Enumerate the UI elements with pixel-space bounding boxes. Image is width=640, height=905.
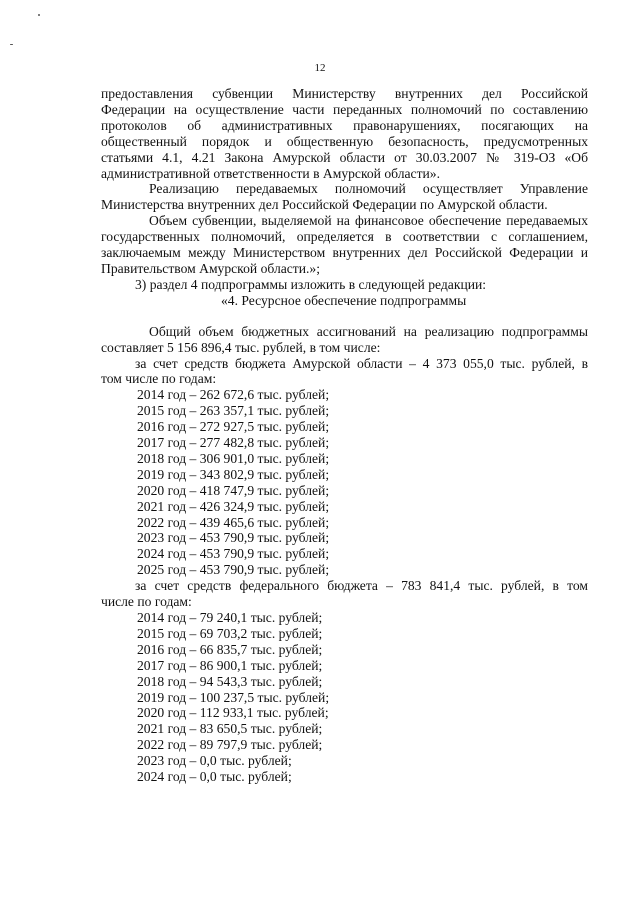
federal-year-line: 2017 год – 86 900,1 тыс. рублей; <box>137 657 323 673</box>
federal-year-line: 2014 год – 79 240,1 тыс. рублей; <box>137 610 323 625</box>
scan-speck <box>38 14 40 16</box>
regional-year-line: 2018 год – 306 901,0 тыс. рублей; <box>137 450 330 466</box>
regional-year-line: 2022 год – 439 465,6 тыс. рублей; <box>137 514 330 530</box>
regional-year-line: 2021 год – 426 324,9 тыс. рублей; <box>137 498 330 514</box>
regional-year-line: 2019 год – 343 802,9 тыс. рублей; <box>137 466 330 482</box>
regional-year-line: 2014 год – 262 672,6 тыс. рублей; <box>137 387 330 403</box>
federal-year-line: 2024 год – 0,0 тыс. рублей; <box>137 769 292 785</box>
federal-year-line: 2016 год – 66 835,7 тыс. рублей; <box>137 641 323 657</box>
federal-year-line: 2022 год – 89 797,9 тыс. рублей; <box>137 737 323 753</box>
federal-year-line: 2018 год – 94 543,3 тыс. рублей; <box>137 673 323 689</box>
regional-year-line: 2016 год – 272 927,5 тыс. рублей; <box>137 419 330 435</box>
regional-year-line: 2024 год – 453 790,9 тыс. рублей; <box>137 546 330 562</box>
spacer <box>101 309 588 324</box>
text-line: за счет средств федерального бюджета – 783 841,4 тыс. рублей, в том <box>135 578 588 594</box>
text-line: составляет 5 156 896,4 тыс. рублей, в том числе: <box>101 339 381 355</box>
page-number: 12 <box>314 62 326 74</box>
text-line: Реализацию передаваемых полномочий осуществляет Управление <box>149 181 588 197</box>
federal-year-line: 2019 год – 100 237,5 тыс. рублей; <box>137 689 330 705</box>
text-line: Федерации на осуществление части переданных полномочий по составлению <box>101 101 588 117</box>
federal-year-line: 2021 год – 83 650,5 тыс. рублей; <box>137 721 323 737</box>
text-line: Общий объем бюджетных ассигнований на реализацию подпрограммы <box>149 323 588 339</box>
regional-year-line: 2025 год – 453 790,9 тыс. рублей; <box>137 562 330 578</box>
section-heading: «4. Ресурсное обеспечение подпрограммы <box>221 292 467 308</box>
text-line: том числе по годам: <box>101 371 217 387</box>
regional-year-line: 2020 год – 418 747,9 тыс. рублей; <box>137 482 330 498</box>
text-line: заключаемым между Министерством внутренних дел Российской Федерации и <box>101 245 588 261</box>
federal-year-line: 2015 год – 69 703,2 тыс. рублей; <box>137 625 323 641</box>
list-item-line: 3) раздел 4 подпрограммы изложить в следующей редакции: <box>135 276 487 292</box>
text-line: государственных полномочий, определяется в соответствии с соглашением, <box>101 229 588 245</box>
regional-year-line: 2023 год – 453 790,9 тыс. рублей; <box>137 530 330 546</box>
text-line: Объем субвенции, выделяемой на финансовое обеспечение передаваемых <box>149 213 588 229</box>
federal-year-line: 2023 год – 0,0 тыс. рублей; <box>137 753 292 769</box>
text-line: общественный порядок и общественную безопасность, предусмотренных <box>101 133 588 149</box>
document-body <box>101 86 588 785</box>
text-line: административной ответственности в Амурской области». <box>101 165 440 181</box>
scan-speck <box>10 44 13 45</box>
text-line: предоставления субвенции Министерству внутренних дел Российской <box>101 86 588 101</box>
text-line: протоколов об административных правонарушениях, посягающих на <box>101 117 588 133</box>
text-line: статьями 4.1, 4.21 Закона Амурской области от 30.03.2007 № 319-ОЗ «Об <box>101 149 588 165</box>
federal-year-line: 2020 год – 112 933,1 тыс. рублей; <box>137 705 329 721</box>
text-line: числе по годам: <box>101 594 192 610</box>
regional-year-line: 2015 год – 263 357,1 тыс. рублей; <box>137 403 330 419</box>
text-line: Министерства внутренних дел Российской Федерации по Амурской области. <box>101 197 548 213</box>
regional-year-line: 2017 год – 277 482,8 тыс. рублей; <box>137 435 330 451</box>
text-line: Правительством Амурской области.»; <box>101 260 320 276</box>
text-line: за счет средств бюджета Амурской области – 4 373 055,0 тыс. рублей, в <box>135 355 588 371</box>
